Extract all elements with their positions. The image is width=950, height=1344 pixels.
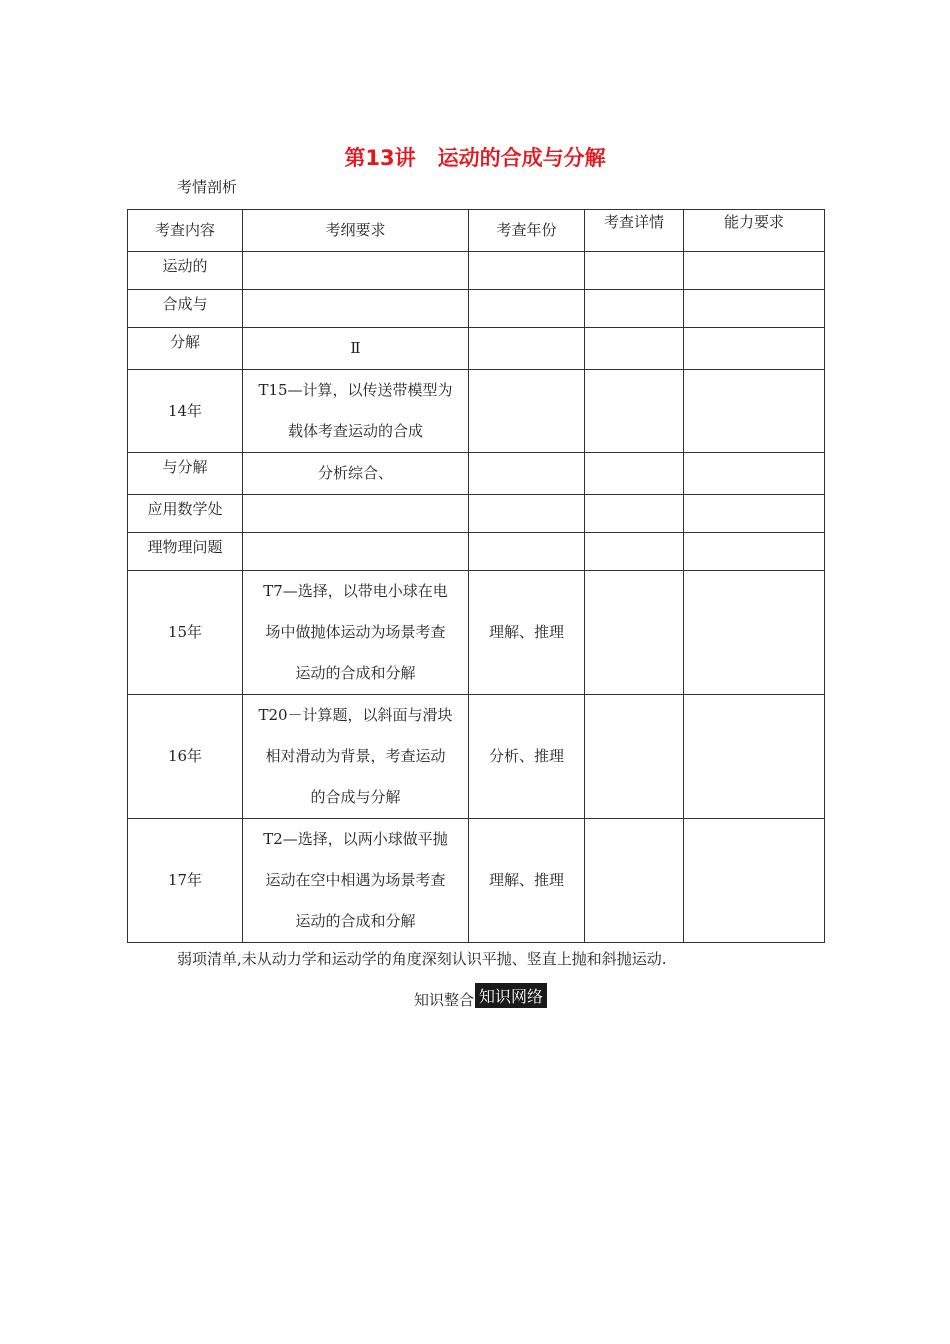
table-cell <box>684 571 825 695</box>
table-cell <box>585 819 684 943</box>
table-cell <box>469 370 585 453</box>
table-cell: 应用数学处 <box>128 495 243 533</box>
cell-line: 载体考查运动的合成 <box>287 422 423 440</box>
cell-line: 运动的合成和分解 <box>295 912 416 930</box>
table-row <box>128 370 825 453</box>
cell-line: 运动在空中相遇为场景考查 <box>265 871 446 889</box>
table-cell <box>469 495 585 533</box>
table-cell <box>243 819 469 943</box>
knowledge-network-badge: 知识网络 <box>475 983 547 1008</box>
table-cell: 理物理问题 <box>128 533 243 571</box>
table-cell <box>585 290 684 328</box>
table-cell <box>585 370 684 453</box>
cell-line: T7—选择，以带电小球在电 <box>263 582 448 600</box>
table-cell <box>243 571 469 695</box>
header-cell: 考查详情 <box>585 210 684 252</box>
table-row <box>128 290 825 328</box>
header-cell: 能力要求 <box>684 210 825 252</box>
table-cell <box>469 252 585 290</box>
weakness-note: 弱项清单,未从动力学和运动学的角度深刻认识平抛、竖直上抛和斜抛运动. <box>177 950 667 968</box>
table-row <box>128 453 825 495</box>
table-cell <box>585 328 684 370</box>
table-cell <box>469 290 585 328</box>
table-cell <box>684 290 825 328</box>
table-cell <box>243 533 469 571</box>
table-row <box>128 533 825 571</box>
table-cell: 分解 <box>128 328 243 370</box>
cell-line: T15—计算，以传送带模型为 <box>258 381 453 399</box>
table-cell <box>585 252 684 290</box>
knowledge-integration <box>414 987 547 1012</box>
table-cell <box>585 533 684 571</box>
table-row <box>128 695 825 819</box>
cell-line: 场中做抛体运动为场景考查 <box>265 623 446 641</box>
cell-line: T20－计算题，以斜面与滑块 <box>258 706 453 724</box>
lecture-number: 第13讲 <box>344 146 416 170</box>
lecture-topic: 运动的合成与分解 <box>437 146 606 170</box>
table-cell <box>469 328 585 370</box>
table-cell <box>684 328 825 370</box>
table-cell <box>684 533 825 571</box>
table-cell <box>585 495 684 533</box>
table-cell: 与分解 <box>128 453 243 495</box>
table-cell <box>243 290 469 328</box>
table-cell <box>585 453 684 495</box>
header-cell: 考查年份 <box>469 210 585 252</box>
table-cell: 15年 <box>128 571 243 695</box>
table-row <box>128 252 825 290</box>
table-cell <box>469 453 585 495</box>
table-cell: 理解、推理 <box>469 571 585 695</box>
table-header-row <box>128 210 825 252</box>
table-cell: 合成与 <box>128 290 243 328</box>
table-cell <box>469 533 585 571</box>
header-cell: 考查内容 <box>128 210 243 252</box>
exam-analysis-table <box>127 209 825 943</box>
cell-line: 的合成与分解 <box>310 788 401 806</box>
table-cell <box>684 252 825 290</box>
section-heading: 考情剖析 <box>177 178 238 196</box>
table-row <box>128 819 825 943</box>
page-title <box>0 142 950 172</box>
table-row <box>128 328 825 370</box>
table-cell <box>684 453 825 495</box>
table-cell: 14年 <box>128 370 243 453</box>
table-cell <box>243 495 469 533</box>
table-row <box>128 571 825 695</box>
knowledge-integration-label: 知识整合 <box>414 991 475 1009</box>
table-cell: 分析、推理 <box>469 695 585 819</box>
table-cell: 运动的 <box>128 252 243 290</box>
table-cell <box>585 571 684 695</box>
table-cell: Ⅱ <box>243 328 469 370</box>
table-cell <box>684 695 825 819</box>
cell-line: 运动的合成和分解 <box>295 664 416 682</box>
table-cell <box>684 819 825 943</box>
table-cell <box>243 252 469 290</box>
table-cell <box>684 495 825 533</box>
table-cell: 16年 <box>128 695 243 819</box>
table-cell: 17年 <box>128 819 243 943</box>
header-cell: 考纲要求 <box>243 210 469 252</box>
table-cell: 分析综合、 <box>243 453 469 495</box>
cell-line: T2—选择，以两小球做平抛 <box>263 830 448 848</box>
cell-line: 相对滑动为背景，考查运动 <box>265 747 446 765</box>
table-cell <box>585 695 684 819</box>
table-cell <box>684 370 825 453</box>
table-cell: 理解、推理 <box>469 819 585 943</box>
table-cell <box>243 695 469 819</box>
table-cell <box>243 370 469 453</box>
table-row <box>128 495 825 533</box>
